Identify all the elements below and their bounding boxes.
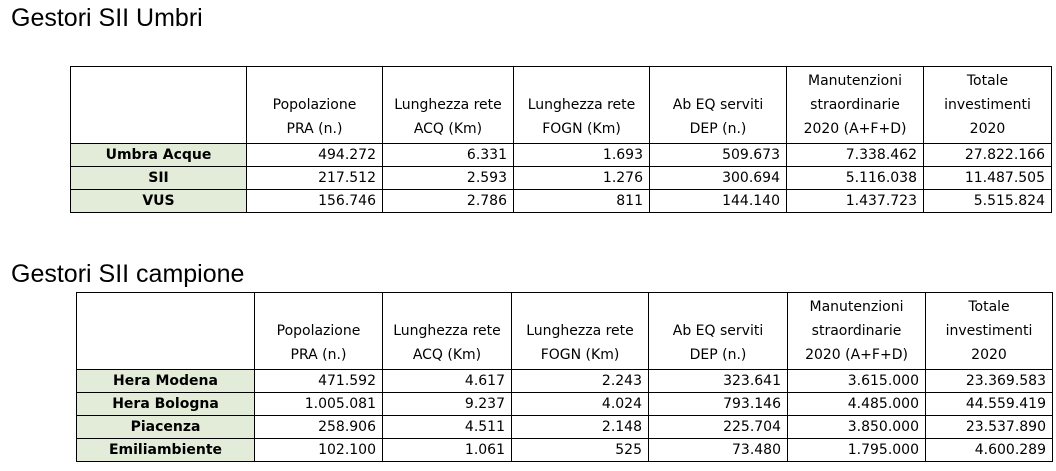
column-header-line: ACQ (Km) — [412, 347, 482, 363]
column-header-line: FOGN (Km) — [542, 121, 621, 137]
table-cell: 811 — [514, 190, 650, 213]
column-header — [650, 67, 787, 144]
table-cell: 1.005.081 — [255, 393, 383, 416]
table-cell: 4.485.000 — [788, 393, 926, 416]
column-header — [383, 67, 514, 144]
section-title-umbri: Gestori SII Umbri — [11, 4, 203, 32]
column-header — [71, 67, 247, 144]
column-header-line: PRA (n.) — [286, 121, 343, 137]
table-cell: 217.512 — [247, 167, 383, 190]
column-header — [926, 293, 1053, 370]
column-header-line: DEP (n.) — [689, 121, 747, 137]
column-header-line: Ab EQ serviti — [672, 97, 764, 113]
table-cell: 5.116.038 — [787, 167, 924, 190]
column-header-line: Lunghezza rete — [526, 323, 634, 339]
column-header-line: 2020 (A+F+D) — [803, 121, 907, 137]
table-cell: 23.369.583 — [926, 370, 1053, 393]
table-cell: 23.537.890 — [926, 416, 1053, 439]
table-cell: 156.746 — [247, 190, 383, 213]
table-cell: 793.146 — [649, 393, 788, 416]
table-cell: 3.615.000 — [788, 370, 926, 393]
table-cell: 5.515.824 — [924, 190, 1052, 213]
column-header-line: PRA (n.) — [290, 347, 347, 363]
table-row — [77, 416, 1053, 439]
table-cell: 6.331 — [383, 144, 514, 167]
table-cell: 471.592 — [255, 370, 383, 393]
column-header-line: 2020 — [969, 121, 1006, 137]
column-header-line: Ab EQ serviti — [672, 323, 764, 339]
table-cell: 11.487.505 — [924, 167, 1052, 190]
column-header-line: Totale — [968, 299, 1010, 315]
table-row — [77, 393, 1053, 416]
column-header — [383, 293, 512, 370]
column-header-line: Manutenzioni — [808, 73, 902, 89]
table-row — [71, 144, 1052, 167]
table-cell: 300.694 — [650, 167, 787, 190]
column-header-line: Popolazione — [272, 97, 357, 113]
table-header-row — [71, 67, 1052, 144]
table-row — [71, 190, 1052, 213]
table-cell: 2.243 — [512, 370, 649, 393]
row-label: Umbra Acque — [71, 144, 247, 167]
table-cell: 1.795.000 — [788, 439, 926, 462]
row-label: Piacenza — [77, 416, 255, 439]
column-header-line: FOGN (Km) — [540, 347, 620, 363]
table-cell: 1.276 — [514, 167, 650, 190]
column-header-line: DEP (n.) — [689, 347, 747, 363]
column-header-line: investimenti — [944, 97, 1031, 113]
table-cell: 2.786 — [383, 190, 514, 213]
table-cell: 27.822.166 — [924, 144, 1052, 167]
column-header-line: 2020 — [971, 347, 1007, 363]
table-cell: 1.693 — [514, 144, 650, 167]
column-header-line: Lunghezza rete — [527, 97, 636, 113]
table-cell: 494.272 — [247, 144, 383, 167]
column-header — [247, 67, 383, 144]
row-label: VUS — [71, 190, 247, 213]
table-body — [71, 144, 1052, 213]
column-header — [514, 67, 650, 144]
table-cell: 258.906 — [255, 416, 383, 439]
table-cell: 2.593 — [383, 167, 514, 190]
row-label: Hera Modena — [77, 370, 255, 393]
column-header-line: 2020 (A+F+D) — [805, 347, 908, 363]
column-header — [512, 293, 649, 370]
table-cell: 225.704 — [649, 416, 788, 439]
table-cell: 44.559.419 — [926, 393, 1053, 416]
table-cell: 323.641 — [649, 370, 788, 393]
table-cell: 4.511 — [383, 416, 512, 439]
table-row — [77, 370, 1053, 393]
table-cell: 102.100 — [255, 439, 383, 462]
table-cell: 2.148 — [512, 416, 649, 439]
table-cell: 4.024 — [512, 393, 649, 416]
table-cell: 73.480 — [649, 439, 788, 462]
table-gestori-campione — [76, 292, 1053, 462]
column-header — [787, 67, 924, 144]
column-header-line: Popolazione — [276, 323, 361, 339]
table-cell: 1.437.723 — [787, 190, 924, 213]
table-cell: 144.140 — [650, 190, 787, 213]
section-title-campione: Gestori SII campione — [11, 260, 245, 288]
column-header-line: investimenti — [945, 323, 1033, 339]
column-header — [788, 293, 926, 370]
table-cell: 9.237 — [383, 393, 512, 416]
table-cell: 1.061 — [383, 439, 512, 462]
row-label: Hera Bologna — [77, 393, 255, 416]
column-header — [77, 293, 255, 370]
column-header-line: Lunghezza rete — [394, 97, 502, 113]
row-label: Emiliambiente — [77, 439, 255, 462]
column-header-line: Manutenzioni — [809, 299, 904, 315]
table-cell: 3.850.000 — [788, 416, 926, 439]
table-row — [71, 167, 1052, 190]
table-cell: 4.600.289 — [926, 439, 1053, 462]
table-header-row — [77, 293, 1053, 370]
column-header — [649, 293, 788, 370]
table-cell: 7.338.462 — [787, 144, 924, 167]
column-header-line: ACQ (Km) — [413, 121, 483, 137]
table-gestori-umbri — [70, 66, 1052, 213]
column-header — [924, 67, 1052, 144]
column-header-line: straordinarie — [811, 323, 902, 339]
table-row — [77, 439, 1053, 462]
column-header — [255, 293, 383, 370]
column-header-line: Lunghezza rete — [393, 323, 501, 339]
row-label: SII — [71, 167, 247, 190]
table-body — [77, 370, 1053, 462]
table-cell: 4.617 — [383, 370, 512, 393]
column-header-line: Totale — [966, 73, 1009, 89]
column-header-line: straordinarie — [810, 97, 900, 113]
table-cell: 525 — [512, 439, 649, 462]
table-cell: 509.673 — [650, 144, 787, 167]
